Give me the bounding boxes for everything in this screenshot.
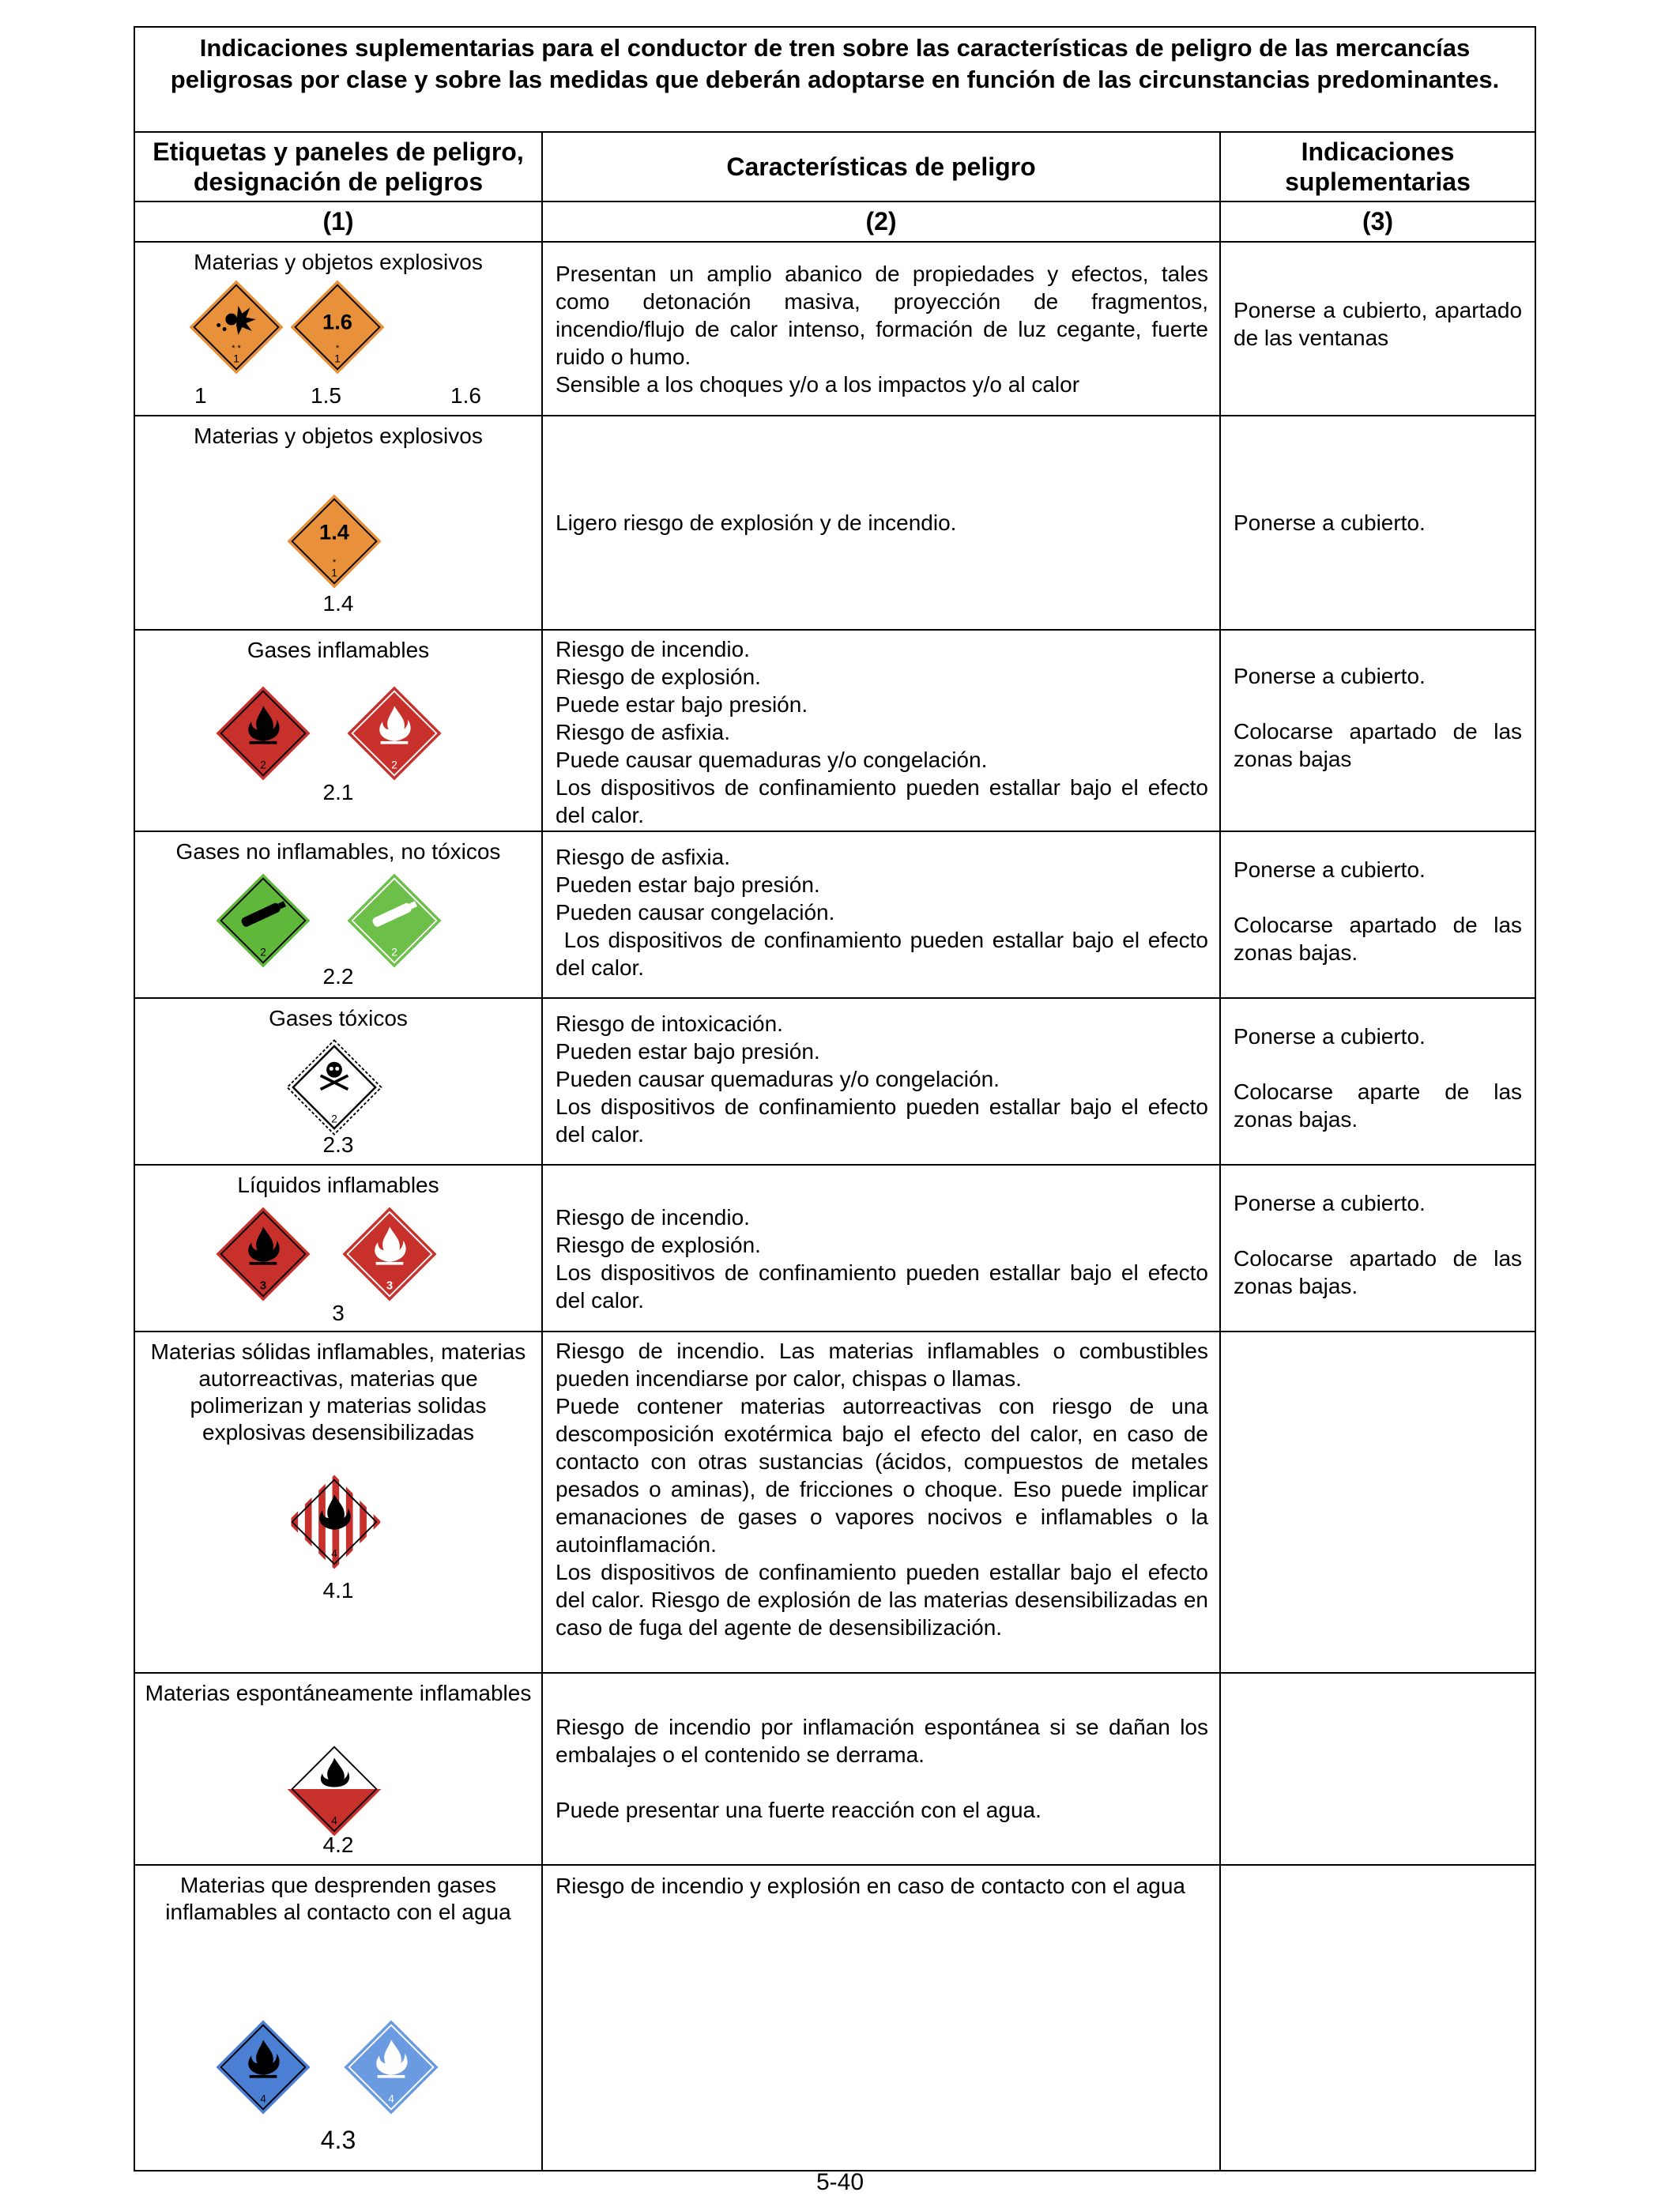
hazard-cell: [542, 1865, 1220, 2171]
class-code: 4.2: [322, 1833, 354, 1857]
class-cell: [134, 630, 542, 831]
advice-cell: [1220, 242, 1535, 416]
class-code: 1.4: [322, 591, 354, 616]
label-number: 4: [260, 2092, 266, 2105]
class-code: 2.2: [322, 964, 354, 989]
advice-cell: [1220, 1865, 1535, 2171]
col-num-3: (3): [1220, 202, 1535, 242]
class-cell: [134, 1165, 542, 1332]
advice-text: Ponerse a cubierto, apartado de las ventanas: [1234, 298, 1523, 350]
hazard-cell: [542, 1673, 1220, 1865]
hazard-cell: [542, 242, 1220, 416]
advice-text: Colocarse apartado de las zonas bajas.: [1234, 913, 1523, 965]
explosion-bomb-icon: [187, 278, 285, 376]
flame-icon: [214, 684, 312, 782]
hazard-text: Riesgo de asfixia.: [556, 720, 731, 744]
page-number: 5-40: [816, 2169, 864, 2195]
advice-text: Colocarse aparte de las zonas bajas.: [1234, 1079, 1523, 1132]
hazard-text: Los dispositivos de confinamiento pueden estallar bajo el efecto del calor.: [556, 1094, 1208, 1147]
hazard-text: Los dispositivos de confinamiento pueden estallar bajo el efecto del calor. Riesgo de explosión de las materias desensibilizadas en caso de fuga del agente de desensibilización.: [556, 1560, 1208, 1640]
class-name: Líquidos inflamables: [237, 1173, 439, 1197]
hazard-text: Pueden causar quemaduras y/o congelación.: [556, 1067, 1000, 1091]
hazard-text: Puede presentar una fuerte reacción con el agua.: [556, 1798, 1042, 1822]
header-labels: Etiquetas y paneles de peligro, designación de peligros: [134, 132, 542, 202]
explosive-1-6-label: [288, 278, 386, 376]
explosive-1-4-label: [285, 492, 383, 590]
label-number: 2: [391, 946, 397, 959]
flame-icon: [341, 1205, 439, 1303]
hazard-text: Pueden causar congelación.: [556, 900, 835, 925]
label-number: 4: [388, 2092, 394, 2105]
svg-text:* *: * *: [232, 343, 241, 353]
flame-icon: [214, 1205, 312, 1303]
class-code: 2.1: [322, 780, 354, 804]
class-name: Gases tóxicos: [269, 1006, 408, 1030]
table-row: [134, 998, 1535, 1165]
label-number: 2: [260, 946, 266, 959]
hazard-text: Riesgo de explosión.: [556, 665, 761, 689]
table-row: [134, 1332, 1535, 1673]
header-hazard: Características de peligro: [542, 132, 1220, 202]
hazard-text: Riesgo de incendio. Las materias inflamables o combustibles pueden incendiarse por calor, chispas o llamas.: [556, 1339, 1208, 1391]
hazard-text: Pueden estar bajo presión.: [556, 1039, 820, 1064]
hazard-text: Puede contener materias autorreactivas con riesgo de una descomposición exotérmica bajo el efecto del calor, en caso de contacto con otras sustancias (ácidos, compuestos de metales pesados o aminas), de fricciones o choque. Eso puede implicar emanaciones de gases o vapores nocivos e inflamables o la autoinflamación.: [556, 1394, 1208, 1557]
hazard-text: Puede estar bajo presión.: [556, 692, 808, 717]
class-cell: [134, 416, 542, 630]
class-code: 4.3: [320, 2126, 356, 2154]
advice-cell: [1220, 831, 1535, 998]
flame-icon: [285, 1740, 383, 1838]
class-code: 1.5: [311, 383, 341, 408]
advice-text: Ponerse a cubierto.: [1234, 510, 1426, 535]
table-row: [134, 630, 1535, 831]
class-code: 3: [332, 1301, 345, 1325]
class-cell: [134, 1865, 542, 2171]
hazard-text: Los dispositivos de confinamiento pueden estallar bajo el efecto del calor.: [556, 928, 1215, 980]
class-code: 4.1: [322, 1578, 354, 1603]
advice-text: Ponerse a cubierto.: [1234, 857, 1426, 882]
class-cell: [134, 242, 542, 416]
hazard-text: Riesgo de explosión.: [556, 1233, 761, 1257]
class-name: Gases no inflamables, no tóxicos: [175, 839, 501, 864]
class-name: Materias y objetos explosivos: [194, 250, 483, 274]
advice-text: Colocarse apartado de las zonas bajas: [1234, 719, 1523, 771]
hazard-cell: [542, 831, 1220, 998]
advice-cell: [1220, 1673, 1535, 1865]
class-name: Materias espontáneamente inflamables: [145, 1681, 532, 1705]
label-division: 1.4: [319, 519, 349, 544]
hazard-cell: [542, 998, 1220, 1165]
hazard-text: Pueden estar bajo presión.: [556, 872, 820, 897]
label-number: 1: [331, 567, 337, 579]
advice-cell: [1220, 630, 1535, 831]
advice-cell: [1220, 416, 1535, 630]
advice-text: Ponerse a cubierto.: [1234, 1024, 1426, 1049]
hazard-text: Riesgo de incendio y explosión en caso de contacto con el agua: [556, 1874, 1185, 1898]
label-division: 1.6: [322, 309, 352, 334]
table-row: [134, 1673, 1535, 1865]
skull-crossbones-icon: [285, 1038, 383, 1136]
label-number: 2: [331, 1113, 337, 1125]
class-name: Gases inflamables: [247, 638, 430, 662]
class-name: Materias que desprenden gases inflamables al contacto con el agua: [165, 1873, 511, 1924]
advice-cell: [1220, 1332, 1535, 1673]
table-row: [134, 416, 1535, 630]
class-code: 2.3: [322, 1132, 354, 1157]
svg-text:*: *: [335, 343, 340, 353]
class-cell: [134, 1673, 542, 1865]
table-row: [134, 1865, 1535, 2171]
gas-cylinder-icon: [214, 872, 312, 970]
table-title: Indicaciones suplementarias para el conductor de tren sobre las características de peligro de las mercancías peligrosas por clase y sobre las medidas que deberán adoptarse en función de las circunstancias predominantes.: [134, 27, 1535, 132]
advice-cell: [1220, 1165, 1535, 1332]
class-cell: [134, 1332, 542, 1673]
label-number: 4: [331, 1814, 337, 1827]
hazard-table: [134, 26, 1536, 2172]
hazard-text: Los dispositivos de confinamiento pueden estallar bajo el efecto del calor.: [556, 775, 1208, 827]
table-row: [134, 242, 1535, 416]
label-number: 2: [391, 759, 397, 771]
class-cell: [134, 831, 542, 998]
label-number: 1: [233, 352, 239, 365]
label-number: 3: [386, 1279, 394, 1293]
hazard-text: Ligero riesgo de explosión y de incendio.: [556, 510, 957, 535]
class-code: 1.6: [450, 383, 481, 408]
class-code: 1: [194, 383, 207, 408]
hazard-text: Riesgo de incendio.: [556, 1205, 750, 1230]
hazard-text: Sensible a los choques y/o a los impactos y/o al calor: [556, 372, 1080, 397]
flame-icon: [345, 684, 443, 782]
flame-icon: [342, 2018, 440, 2116]
table-row: [134, 1165, 1535, 1332]
hazard-cell: [542, 1332, 1220, 1673]
hazard-text: Riesgo de asfixia.: [556, 845, 731, 869]
hazard-text: Riesgo de intoxicación.: [556, 1011, 783, 1036]
label-number: 3: [259, 1279, 267, 1293]
hazard-cell: [542, 630, 1220, 831]
hazard-text: Los dispositivos de confinamiento pueden estallar bajo el efecto del calor.: [556, 1260, 1208, 1313]
hazard-cell: [542, 416, 1220, 630]
advice-text: Ponerse a cubierto.: [1234, 1191, 1426, 1215]
header-advice: Indicaciones suplementarias: [1220, 132, 1535, 202]
flame-icon: [214, 2018, 312, 2116]
advice-text: Colocarse apartado de las zonas bajas.: [1234, 1246, 1523, 1298]
class-name: Materias sólidas inflamables, materias autorreactivas, materias que polimerizan y materias solidas explosivas desensibilizadas: [150, 1339, 526, 1445]
label-number: 4: [331, 1547, 337, 1560]
svg-text:*: *: [332, 557, 337, 567]
table-row: [134, 831, 1535, 998]
flame-icon: [285, 1473, 383, 1571]
hazard-text: Riesgo de incendio por inflamación espontánea si se dañan los embalajes o el contenido se derrama.: [556, 1715, 1208, 1767]
hazard-text: Riesgo de incendio.: [556, 637, 750, 661]
label-number: 2: [260, 759, 266, 771]
class-name: Materias y objetos explosivos: [194, 424, 483, 448]
col-num-2: (2): [542, 202, 1220, 242]
label-number: 1: [334, 352, 341, 365]
hazard-text: Presentan un amplio abanico de propiedades y efectos, tales como detonación masiva, proyección de fragmentos, incendio/flujo de calor intenso, formación de luz cegante, fuerte ruido o humo.: [556, 262, 1208, 369]
advice-cell: [1220, 998, 1535, 1165]
hazard-cell: [542, 1165, 1220, 1332]
class-cell: [134, 998, 542, 1165]
advice-text: Ponerse a cubierto.: [1234, 664, 1426, 688]
hazard-text: Puede causar quemaduras y/o congelación.: [556, 748, 988, 772]
gas-cylinder-icon: [345, 872, 443, 970]
col-num-1: (1): [134, 202, 542, 242]
